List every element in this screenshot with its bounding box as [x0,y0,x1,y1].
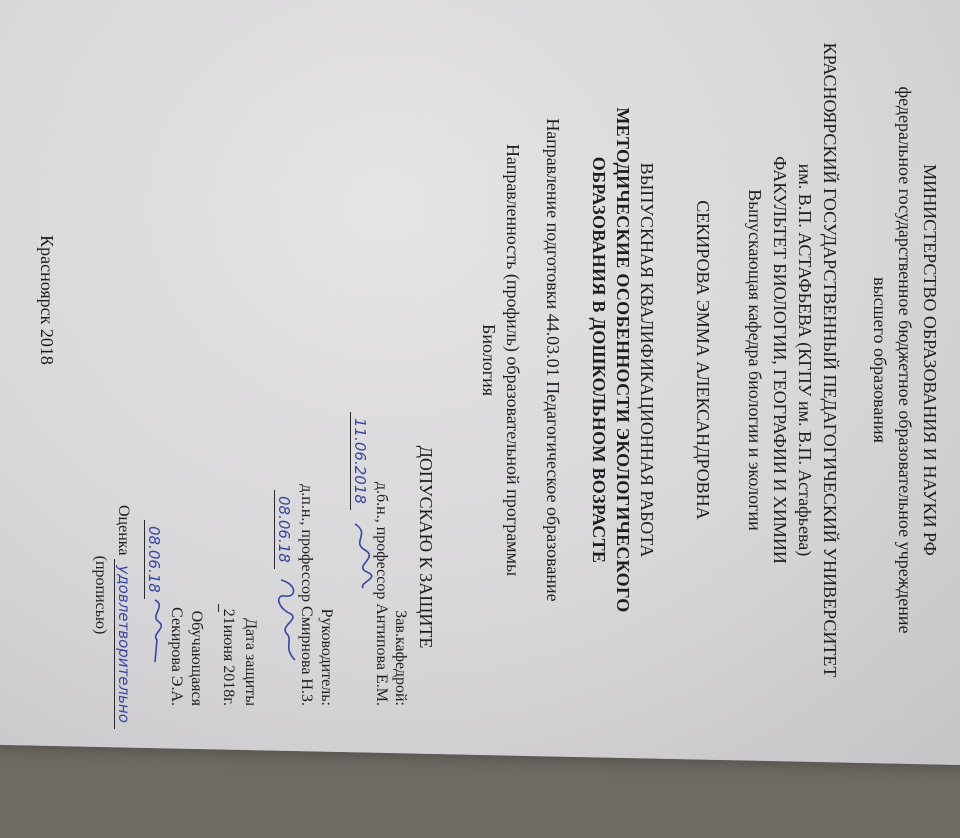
institution-level: высшего образования [870,277,890,443]
grade-label: Оценка [115,505,132,556]
student-signature-line [144,520,163,838]
defense-label: Дата защиты [242,618,259,706]
thesis-title-line-2: ОБРАЗОВАНИЯ В ДОШКОЛЬНОМ ВОЗРАСТЕ [589,156,609,564]
department-name: Выпускающая кафедра биологии и экологии [745,189,765,531]
city-year: Красноярск 2018 [37,235,57,365]
work-type: ВЫПУСКНАЯ КВАЛИФИКАЦИОННАЯ РАБОТА [637,162,657,558]
program-profile-value: Биология [479,323,499,396]
head-name: д.б.н., профессор Антипова Е.М. [373,481,390,706]
defense-date: 21июня 2018г. [220,608,237,706]
thesis-title-line-1: МЕТОДИЧЕСКИЕ ОСОБЕННОСТИ ЭКОЛОГИЧЕСКОГО [613,107,633,613]
student-name: Секирова Э.А. [168,607,185,706]
university-abbreviation: им. В.П. АСТАФЬЕВА (КГПУ им. В.П. Астафьева) [795,163,815,557]
student-role: Обучающаяся [188,610,205,706]
supervisor-date: 08.06.18 [274,490,293,569]
supervisor-signature-line [274,490,293,808]
study-direction: Направление подготовки 44.03.01 Педагогическое образование [543,118,563,602]
ministry-heading: МИНИСТЕРСТВО ОБРАЗОВАНИЯ И НАУКИ РФ [920,164,940,556]
head-signature-line [350,412,369,730]
grade-note: (прописью) [92,555,109,635]
student-date: 08.06.18 [144,520,163,599]
supervisor-role: Руководитель: [318,608,335,706]
program-profile: Направленность (профиль) образовательной программы [503,143,523,577]
faculty-name: ФАКУЛЬТЕТ БИОЛОГИИ, ГЕОГРАФИИ И ХИМИИ [770,156,790,564]
institution-type: федеральное государственное бюджетное образовательное учреждение [895,86,915,634]
supervisor-name: д.п.н., профессор Смирнова Н.З. [298,484,315,706]
defense-date-rule [218,604,219,612]
supervisor-signature [273,574,301,664]
head-signature [349,520,373,590]
university-name: КРАСНОЯРСКИЙ ГОСУДАРСТВЕННЫЙ ПЕДАГОГИЧЕСКИЙ УНИВЕРСИТЕТ [820,42,840,678]
author-name: СЕКИРОВА ЭММА АЛЕКСАНДРОВНА [693,200,713,520]
head-date: 11.06.2018 [350,412,369,510]
grade-value: удовлетворительно [114,559,133,729]
student-signature [145,596,169,666]
grade-row [114,505,133,823]
title-page [15,0,960,723]
head-role: Зав.кафедрой: [392,610,409,706]
approval-heading: ДОПУСКАЮ К ЗАЩИТЕ [416,445,436,649]
